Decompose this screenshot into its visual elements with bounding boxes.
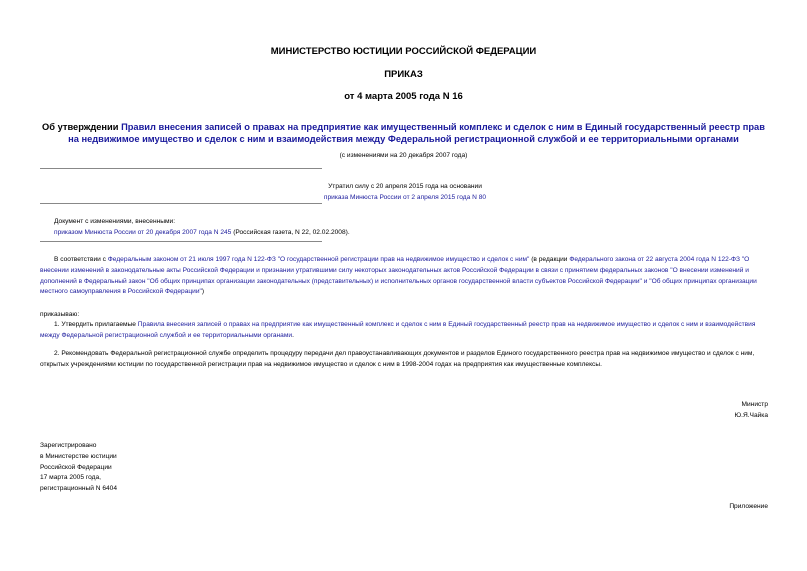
signature-name: Ю.Я.Чайка <box>734 412 768 419</box>
divider <box>40 241 322 242</box>
revision-note: (с изменениями на 20 декабря 2007 года) <box>339 152 468 159</box>
registration-line: регистрационный N 6404 <box>40 485 118 493</box>
paragraph-text: . <box>292 331 294 339</box>
rules-link[interactable]: Правила внесения записей о правах на предприятие как имущественный комплекс и сделок с ним в Единый государственный реестр прав на недвижимое имущество и сделок с ним и взаимодействия между Федеральной регистрационной службой и ее территориальными органами <box>40 321 756 339</box>
lost-force-link[interactable]: приказа Минюста России от 2 апреля 2015 года N 80 <box>323 194 487 201</box>
lost-force-note <box>300 181 510 203</box>
document-title <box>40 121 767 145</box>
appendix-label: Приложение <box>729 503 768 510</box>
changes-link[interactable]: приказом Минюста России от 20 декабря 2007 года N 245 <box>54 229 232 236</box>
paragraph-item-1 <box>40 320 768 342</box>
paragraph-text: ) <box>201 288 205 296</box>
order-word: приказываю: <box>40 311 80 318</box>
paragraph-basis <box>40 255 768 298</box>
paragraph-text: 1. Утвердить прилагаемые <box>54 321 138 328</box>
registration-line: Российской Федерации <box>40 463 112 471</box>
law-amendment-link[interactable]: Федерального закона от 22 августа 2004 года N 122-ФЗ "О внесении изменений в законодательные акты Российской Федерации и признании утратившими силу некоторых законодательных актов Российской Федерации в связи с принятием федеральных законов "О внесении изменений и дополнений в Федеральный закон "Об общих принципах организации законодательных (представительных) и исполнительных органов государственной власти субъектов Российской Федерации" и "Об общих принципах организации местного самоуправления в Российской Федерации" <box>40 256 757 296</box>
divider <box>40 168 322 169</box>
changes-block <box>54 216 394 238</box>
paragraph-text: (в редакции <box>529 256 570 263</box>
law-122fz-link[interactable]: Федеральным законом от 21 июля 1997 года N 122-ФЗ "О государственной регистрации прав на недвижимое имущество и сделок с ним" <box>107 256 530 263</box>
registration-line: 17 марта 2005 года, <box>40 474 101 482</box>
ministry-heading: МИНИСТЕРСТВО ЮСТИЦИИ РОССИЙСКОЙ ФЕДЕРАЦИИ <box>270 46 537 57</box>
doc-type-heading: ПРИКАЗ <box>384 69 423 80</box>
changes-label: Документ с изменениями, внесенными: <box>54 218 176 225</box>
lost-force-text: Утратил силу с 20 апреля 2015 года на основании <box>328 183 482 190</box>
changes-source: (Российская газета, N 22, 02.02.2008). <box>231 229 350 236</box>
title-prefix: Об утверждении <box>42 122 122 132</box>
registration-line: в Министерстве юстиции <box>40 452 117 460</box>
paragraph-item-2: 2. Рекомендовать Федеральной регистрационной службе определить процедуру передачи дел правоустанавливающих документов и разделов Единого государственного реестра прав на недвижимое имущество и сделок с ним, открытых учреждениями юстиции по государственной регистрации прав на недвижимое имущество и сделок с ним в 1998-2004 годах на предприятия как имущественные комплексы. <box>40 350 755 368</box>
signature-position: Министр <box>741 401 768 408</box>
title-rules-link[interactable]: Правил внесения записей о правах на предприятие как имущественный комплекс и сделок с ним в Единый государственный реестр прав на недвижимое имущество и сделок с ним и взаимодействия между Федеральной регистрационной службой и ее территориальными органами <box>68 122 765 144</box>
divider <box>40 203 322 204</box>
registration-block <box>40 441 117 495</box>
paragraph-text: В соответствии с <box>54 256 108 263</box>
doc-date-heading: от 4 марта 2005 года N 16 <box>344 91 463 102</box>
registration-line: Зарегистрировано <box>40 442 97 449</box>
signature-block <box>734 399 768 421</box>
